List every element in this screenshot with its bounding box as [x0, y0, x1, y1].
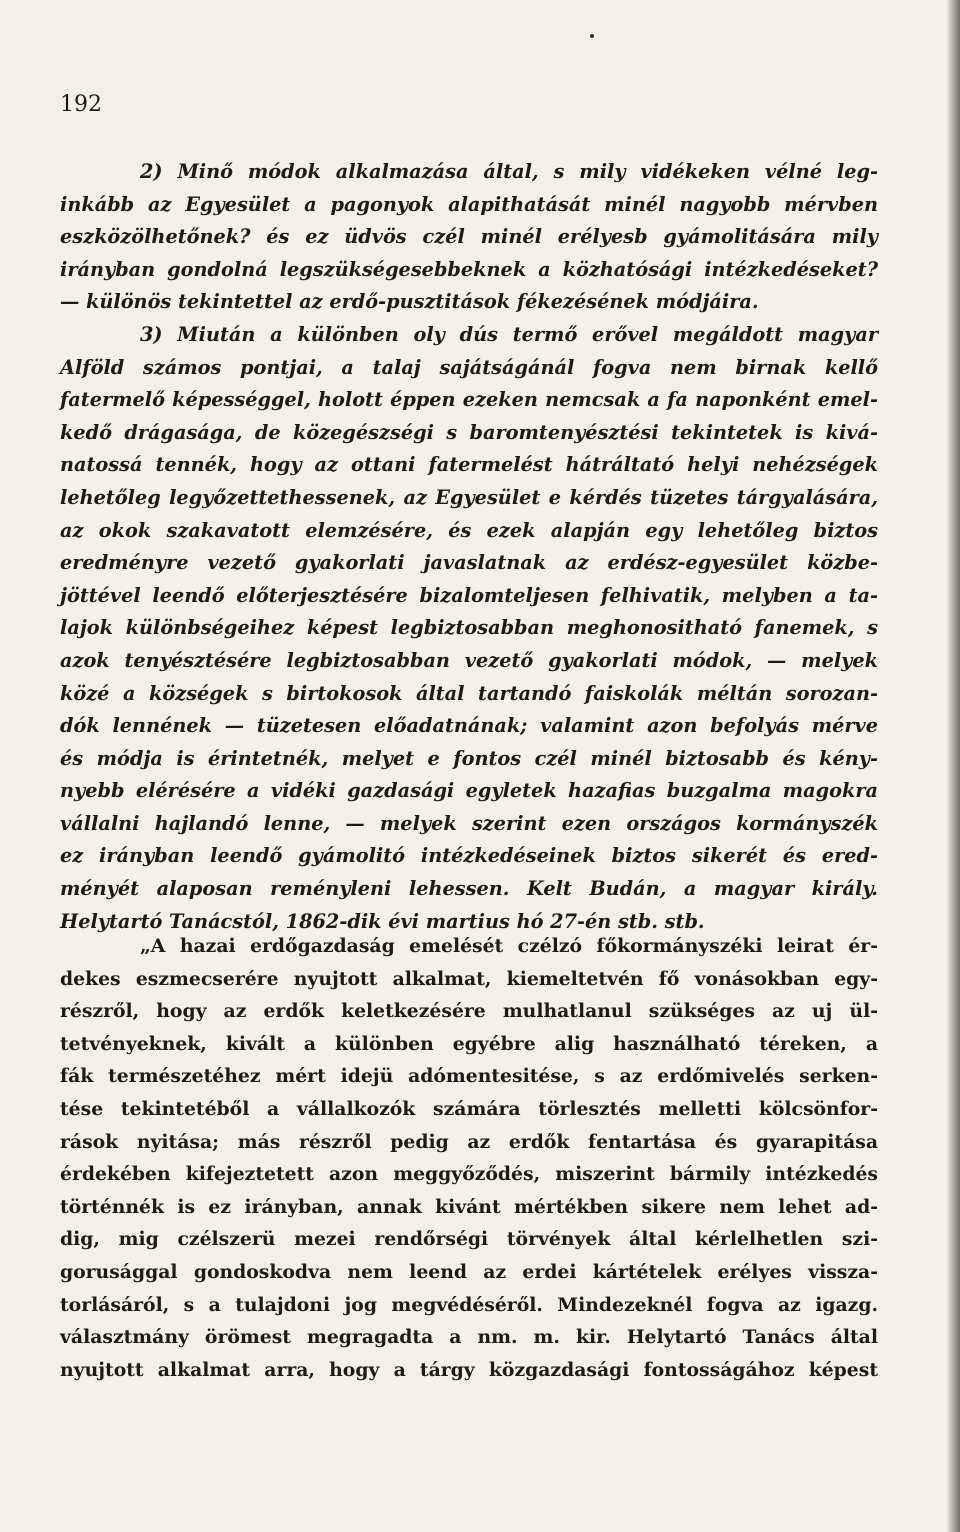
- text-line: ez irányban leendő gyámolitó intézkedéseinek biztos sikerét és ered-: [60, 844, 878, 868]
- text-line: inkább az Egyesület a pagonyok alapithatását minél nagyobb mérvben: [60, 192, 878, 216]
- text-line: ményét alaposan reményleni lehessen. Kelt Budán, a magyar király.: [60, 877, 878, 901]
- text-line: „A hazai erdőgazdaság emelését czélzó főkormányszéki leirat ér-: [140, 935, 878, 957]
- text-line: — különös tekintettel az erdő-pusztitások fékezésének módjáira.: [60, 290, 759, 314]
- text-line: 2) Minő módok alkalmazása által, s mily vidékeken vélné leg-: [140, 160, 878, 183]
- text-line: és módja is érintetnék, melyet e fontos czél minél biztosabb és kény-: [60, 746, 878, 770]
- text-line: részről, hogy az erdők keletkezésére mulhatlanul szükséges az uj ül-: [60, 1000, 878, 1023]
- roman-text-block: [60, 930, 878, 1386]
- text-line: dekes eszmecserére nyujtott alkalmat, kiemeltetvén fő vonásokban egy-: [60, 967, 878, 990]
- text-line: lehetőleg legyőzettethessenek, az Egyesület e kérdés tüzetes tárgyalására,: [60, 485, 878, 509]
- text-line: fák természetéhez mért idejü adómentesitése, s az erdőmivelés serken-: [60, 1065, 878, 1088]
- page-number: 192: [60, 92, 102, 117]
- text-line: Alföld számos pontjai, a talaj sajátságánál fogva nem birnak kellő: [60, 355, 878, 379]
- text-line: gorusággal gondoskodva nem leend az erdei kártételek erélyes vissza-: [60, 1260, 878, 1283]
- text-line: eredményre vezető gyakorlati javaslatnak az erdész-egyesület közbe-: [60, 551, 878, 575]
- text-line: irányban gondolná legszükségesebbeknek a közhatósági intézkedéseket?: [60, 257, 878, 281]
- italic-text-block: [60, 156, 878, 938]
- text-line: dig, mig czélszerü mezei rendőrségi törvények által kérlelhetlen szi-: [60, 1228, 878, 1251]
- text-line: natossá tennék, hogy az ottani fatermelést hátráltató helyi nehézségek: [60, 453, 878, 477]
- text-line: 3) Miután a különben oly dús termő erővel megáldott magyar: [140, 322, 878, 346]
- text-line: azok tenyésztésére legbiztosabban vezető gyakorlati módok, — melyek: [60, 648, 878, 672]
- text-line: lajok különbségeihez képest legbiztosabban meghonositható fanemek, s: [60, 616, 878, 640]
- text-line: érdekében kifejeztetett azon meggyőződés, miszerint bármily intézkedés: [60, 1163, 878, 1186]
- text-line: fatermelő képességgel, holott éppen ezeken nemcsak a fa naponként emel-: [60, 388, 878, 412]
- text-line: tése tekintetéből a vállalkozók számára törlesztés melletti kölcsönfor-: [60, 1097, 878, 1120]
- text-line: Helytartó Tanácstól, 1862-dik évi martius hó 27-én stb. stb.: [60, 909, 705, 933]
- text-line: közé a községek s birtokosok által tartandó faiskolák méltán sorozan-: [60, 681, 878, 705]
- text-line: eszközölhetőnek? és ez üdvös czél minél erélyesb gyámolitására mily: [60, 225, 878, 249]
- text-line: torlásáról, s a tulajdoni jog megvédéséről. Mindezeknél fogva az igazg.: [60, 1293, 878, 1316]
- text-line: tetvényeknek, kivált a különben egyébre alig használható téreken, a: [60, 1032, 878, 1055]
- text-line: történnék is ez irányban, annak kivánt mértékben sikere nem lehet ad-: [60, 1195, 878, 1218]
- text-line: választmány örömest megragadta a nm. m. kir. Helytartó Tanács által: [60, 1326, 878, 1349]
- page-edge-shadow: [946, 0, 960, 1532]
- text-line: jöttével leendő előterjesztésére bizalomteljesen felhivatik, melyben a ta-: [60, 583, 878, 607]
- text-line: nyebb elérésére a vidéki gazdasági egyletek hazafias buzgalma magokra: [60, 779, 878, 803]
- ink-speck: [590, 34, 594, 38]
- text-line: rások nyitása; más részről pedig az erdők fentartása és gyarapitása: [60, 1130, 878, 1153]
- text-line: nyujtott alkalmat arra, hogy a tárgy közgazdasági fontosságához képest: [60, 1358, 878, 1381]
- text-line: az okok szakavatott elemzésére, és ezek alapján egy lehetőleg biztos: [60, 518, 878, 542]
- text-line: vállalni hajlandó lenne, — melyek szerint ezen országos kormányszék: [60, 811, 878, 835]
- text-line: dók lennének — tüzetesen előadatnának; valamint azon befolyás mérve: [60, 714, 878, 738]
- text-line: kedő drágasága, de közegészségi s baromtenyésztési tekintetek is kivá-: [60, 420, 878, 444]
